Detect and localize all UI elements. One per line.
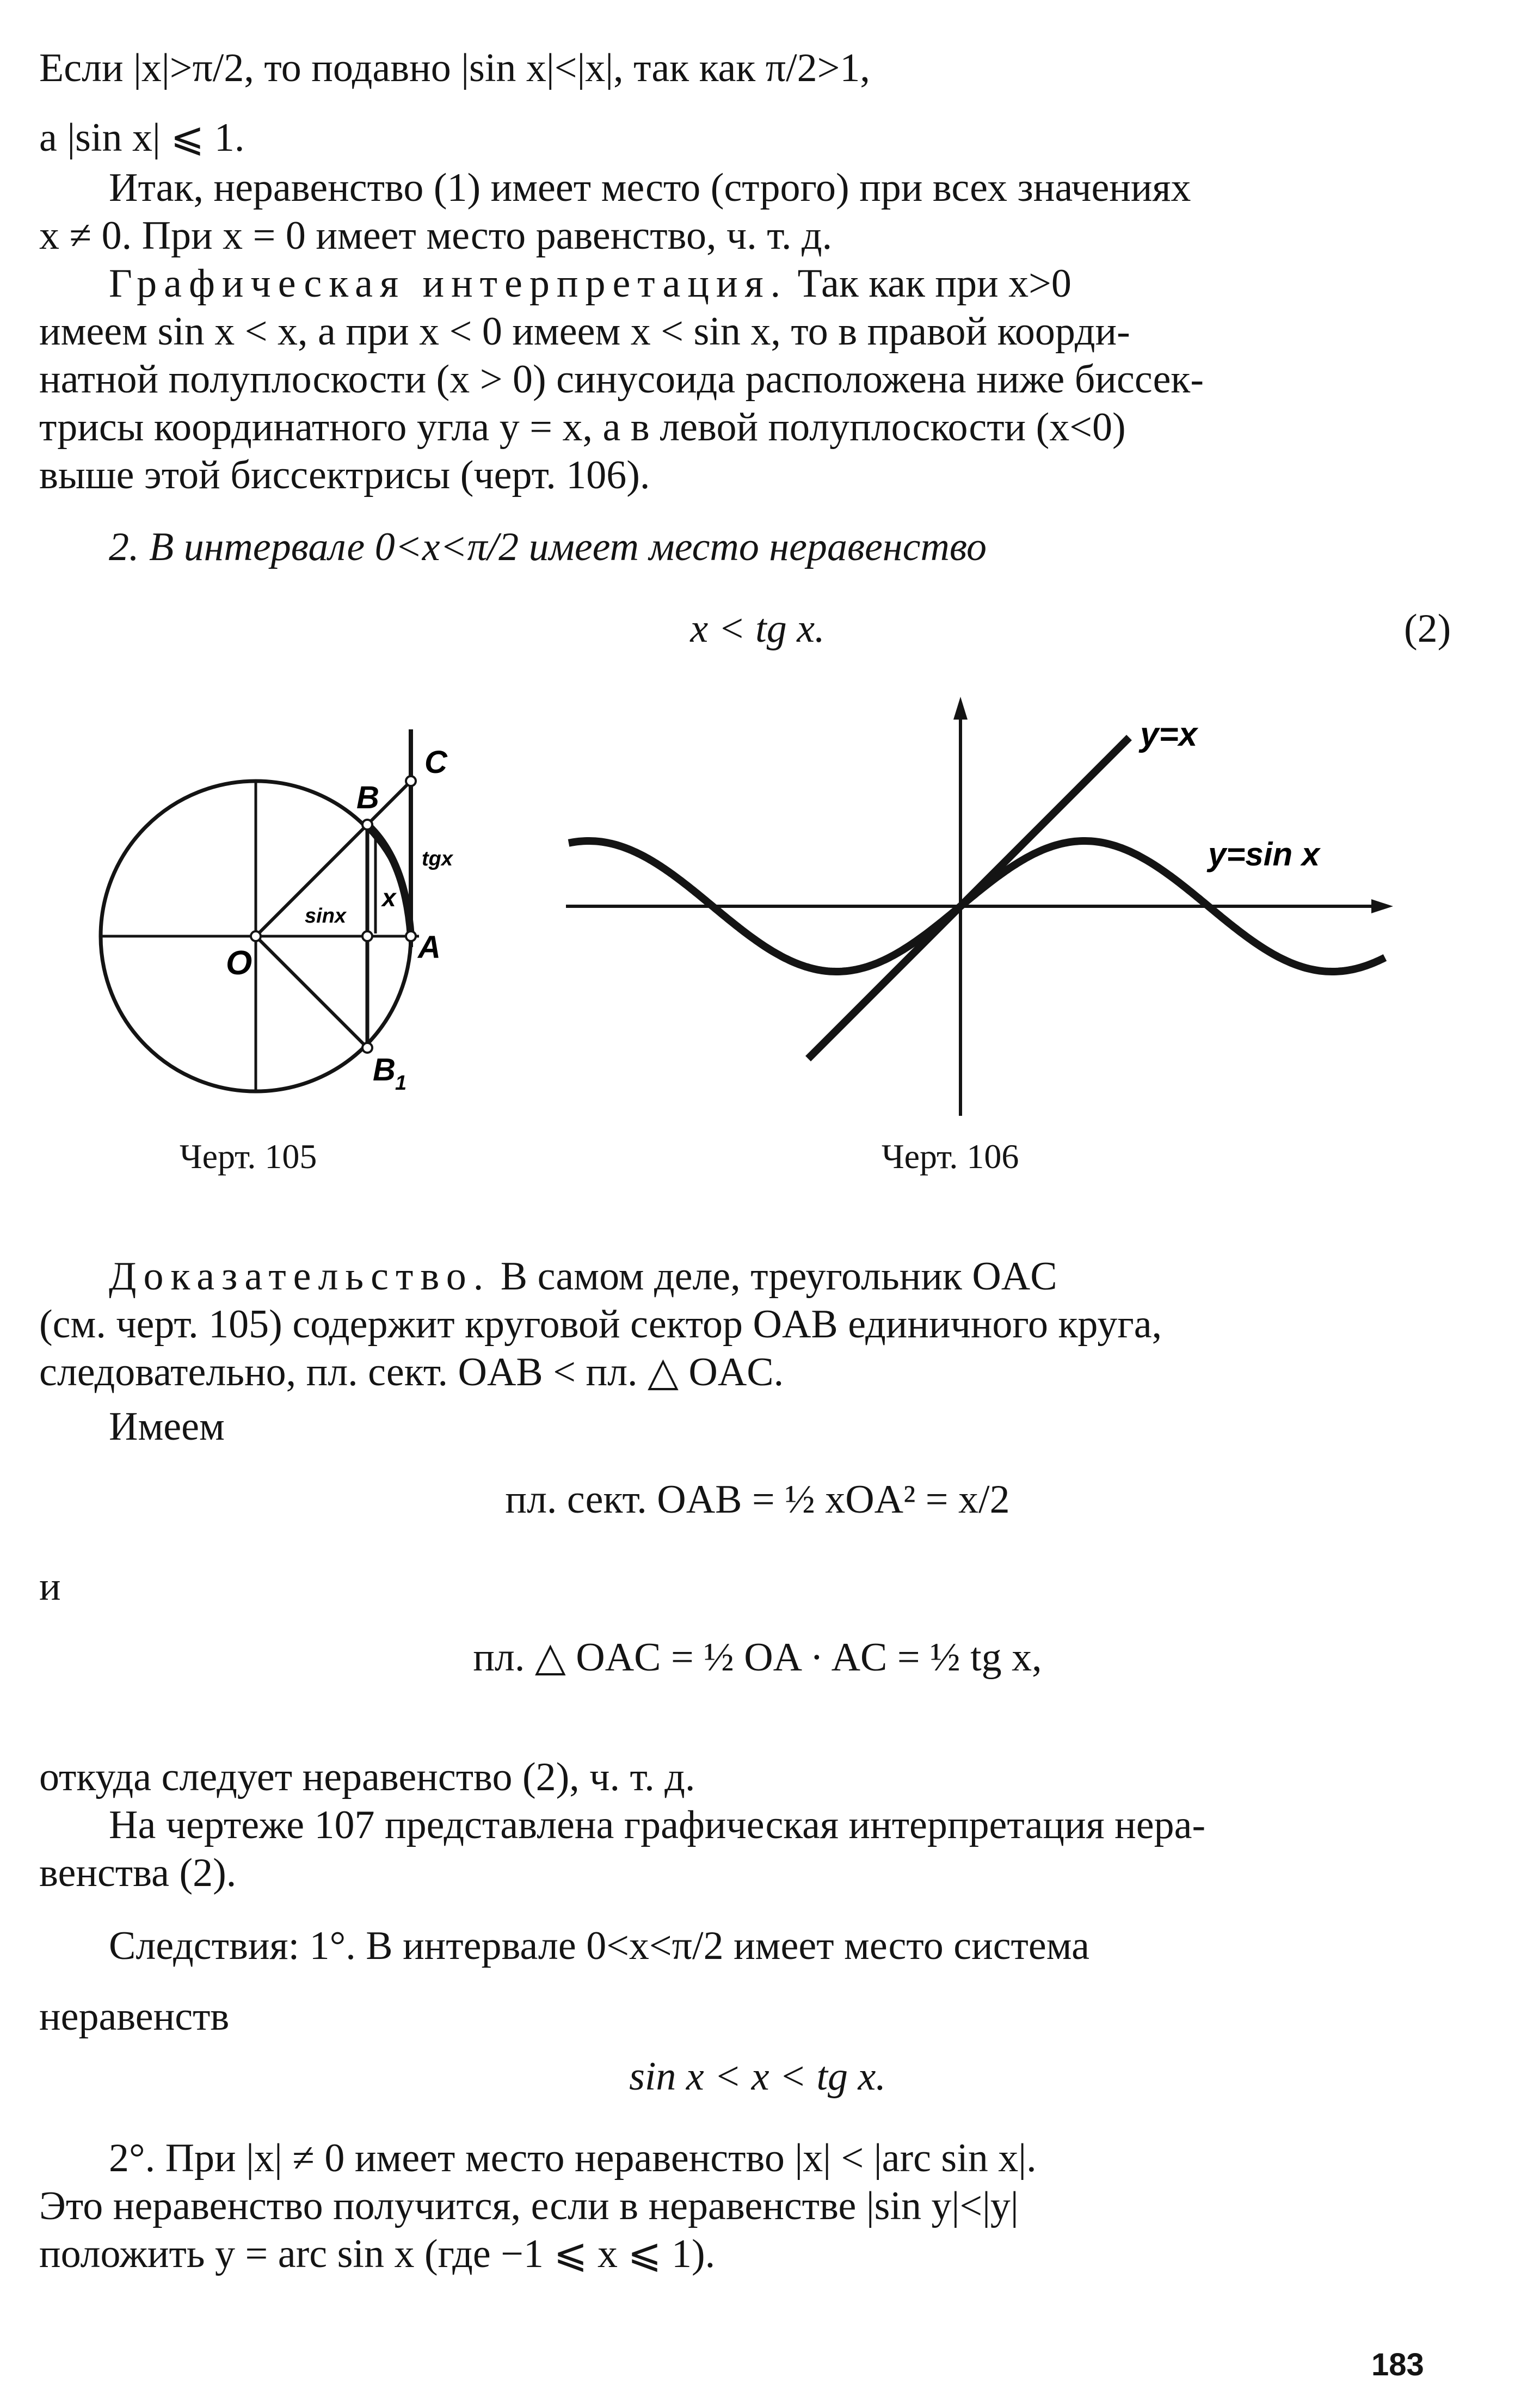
text-line: неравенств (39, 1994, 230, 2039)
label-sinx: sinx (305, 905, 347, 927)
equation-2: x < tg x. (690, 606, 825, 651)
label-sine: y=sin x (1208, 836, 1320, 873)
text-line: имеем sin x < x, а при x < 0 имеем x < sin x, то в правой коорди- (39, 309, 1130, 354)
label-line: y=x (1140, 716, 1198, 753)
point-foot (362, 931, 372, 941)
text-line: натной полуплоскости (x > 0) синусоида расположена ниже биссек- (39, 357, 1204, 402)
x-axis-arrow (1371, 899, 1393, 913)
text-line: откуда следует неравенство (2), ч. т. д. (39, 1755, 695, 1799)
text-line: трисы координатного угла y = x, а в левой полуплоскости (x<0) (39, 405, 1126, 450)
text-line: 2°. При |x| ≠ 0 имеет место неравенство |x| < |arc sin x|. (109, 2136, 1037, 2180)
point-O (251, 931, 261, 941)
equation-system: sin x < x < tg x. (629, 2054, 886, 2099)
text-line: x ≠ 0. При x = 0 имеет место равенство, ч. т. д. (39, 213, 833, 258)
text-line: Имеем (109, 1404, 225, 1449)
arc-AB (367, 825, 411, 936)
label-A: A (418, 930, 441, 965)
text-line (109, 1252, 1458, 1301)
label-tgx: tgx (422, 847, 453, 870)
point-A (406, 931, 416, 941)
page-number: 183 (1371, 2347, 1424, 2382)
label-O: O (226, 944, 253, 982)
text-line: На чертеже 107 представлена графическая интерпретация нера- (109, 1803, 1206, 1847)
text-fragment: Так как при x>0 (797, 261, 1071, 306)
text-line: и (39, 1564, 61, 1609)
label-C: C (424, 745, 447, 780)
text-line: Итак, неравенство (1) имеет место (строго) при всех значениях (109, 165, 1191, 210)
radius-OB1 (256, 936, 367, 1048)
equation-number: (2) (1404, 606, 1451, 651)
text-line: венства (2). (39, 1851, 237, 1895)
text-line: следовательно, пл. сект. OAB < пл. △ OAC. (39, 1350, 784, 1395)
label-B1: B (373, 1052, 396, 1088)
text-line: Следствия: 1°. В интервале 0<x<π/2 имеет место система (109, 1924, 1089, 1968)
y-axis-arrow (953, 697, 968, 720)
text-line: выше этой биссектрисы (черт. 106). (39, 453, 650, 497)
equation-sector: пл. сект. OAB = ½ xOA² = x/2 (505, 1477, 1010, 1522)
text-line: положить y = arc sin x (где −1 ⩽ x ⩽ 1). (39, 2232, 716, 2276)
point-C (406, 776, 416, 786)
text-line (109, 259, 1458, 308)
text-line: Если |x|>π/2, то подавно |sin x|<|x|, так как π/2>1, (39, 46, 870, 90)
equation-triangle: пл. △ OAC = ½ OA · AC = ½ tg x, (473, 1635, 1042, 1680)
point-B1 (362, 1043, 372, 1053)
section-heading: Графическая интерпретация. (109, 261, 788, 306)
figure-106-caption: Черт. 106 (882, 1137, 1019, 1176)
label-x: x (382, 883, 396, 912)
theorem-statement: 2. В интервале 0<x<π/2 имеет место неравенство (109, 525, 987, 569)
figure-105 (93, 718, 506, 1110)
text-line: а |sin x| ⩽ 1. (39, 115, 245, 160)
proof-heading: Доказательство. (109, 1254, 491, 1299)
label-B: B (356, 780, 379, 815)
text-line: (см. черт. 105) содержит круговой сектор OAB единичного круга, (39, 1302, 1162, 1347)
label-B1-subscript: 1 (395, 1072, 407, 1095)
text-line: Это неравенство получится, если в неравенстве |sin y|<|y| (39, 2184, 1019, 2228)
figure-106 (544, 686, 1426, 1121)
text-fragment: В самом деле, треугольник OAC (500, 1254, 1057, 1299)
point-B (362, 820, 372, 830)
figure-105-caption: Черт. 105 (180, 1137, 317, 1176)
